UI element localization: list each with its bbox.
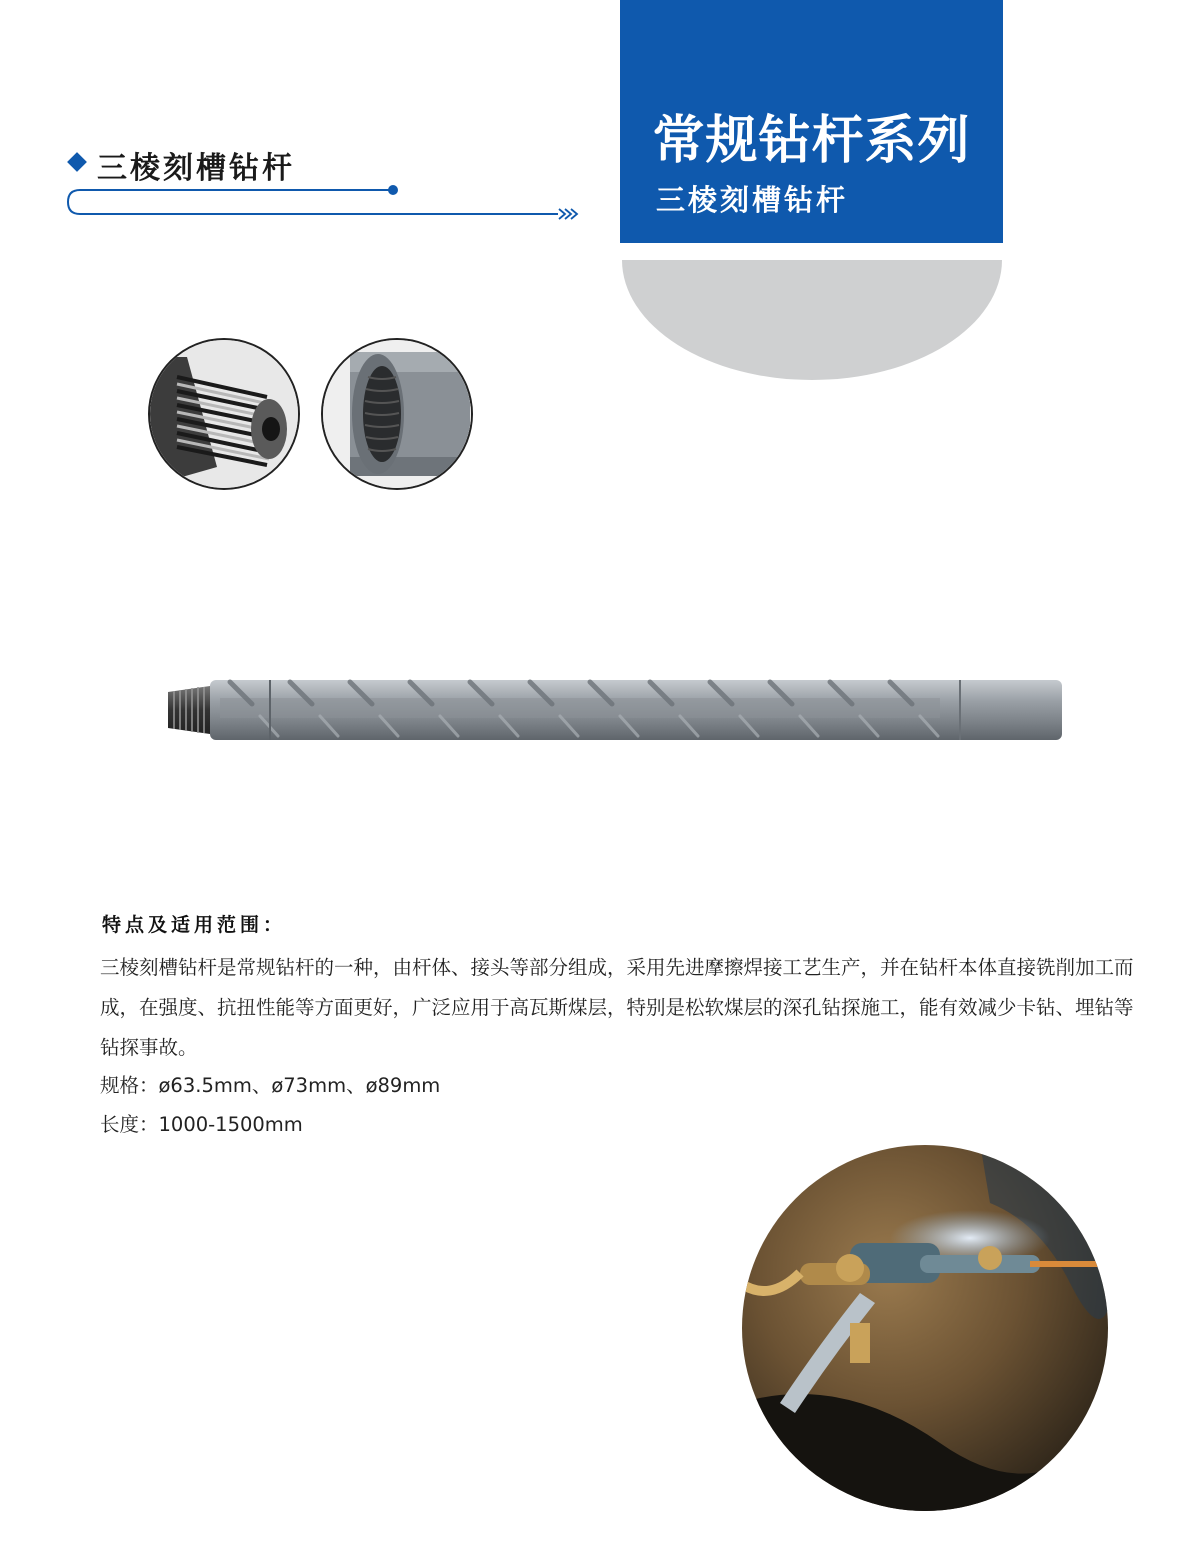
series-subtitle: 三棱刻槽钻杆 xyxy=(656,183,849,217)
spec-line: 规格：ø63.5mm、ø73mm、ø89mm xyxy=(100,1074,441,1097)
length-line: 长度：1000-1500mm xyxy=(100,1113,303,1136)
drill-rod-image xyxy=(160,670,1070,750)
underground-drilling-photo xyxy=(740,1143,1110,1513)
features-description: 三棱刻槽钻杆是常规钻杆的一种，由杆体、接头等部分组成，采用先进摩擦焊接工艺生产，并在钻杆本体直接铣削加工而成，在强度、抗扭性能等方面更好，广泛应用于高瓦斯煤层，特别是松软煤层的深孔钻探施工，能有效减少卡钻、埋钻等钻探事故。 xyxy=(100,956,1134,1059)
male-thread-detail-image xyxy=(147,337,301,491)
series-title: 常规钻杆系列 xyxy=(652,111,971,171)
features-title: 特点及适用范围： xyxy=(102,914,287,936)
section-heading: 三棱刻槽钻杆 xyxy=(97,151,295,186)
female-thread-detail-image xyxy=(320,337,474,491)
heading-underline-decoration xyxy=(60,180,590,225)
decorative-semicircle xyxy=(622,130,1002,380)
heading-diamond-icon xyxy=(67,152,87,172)
